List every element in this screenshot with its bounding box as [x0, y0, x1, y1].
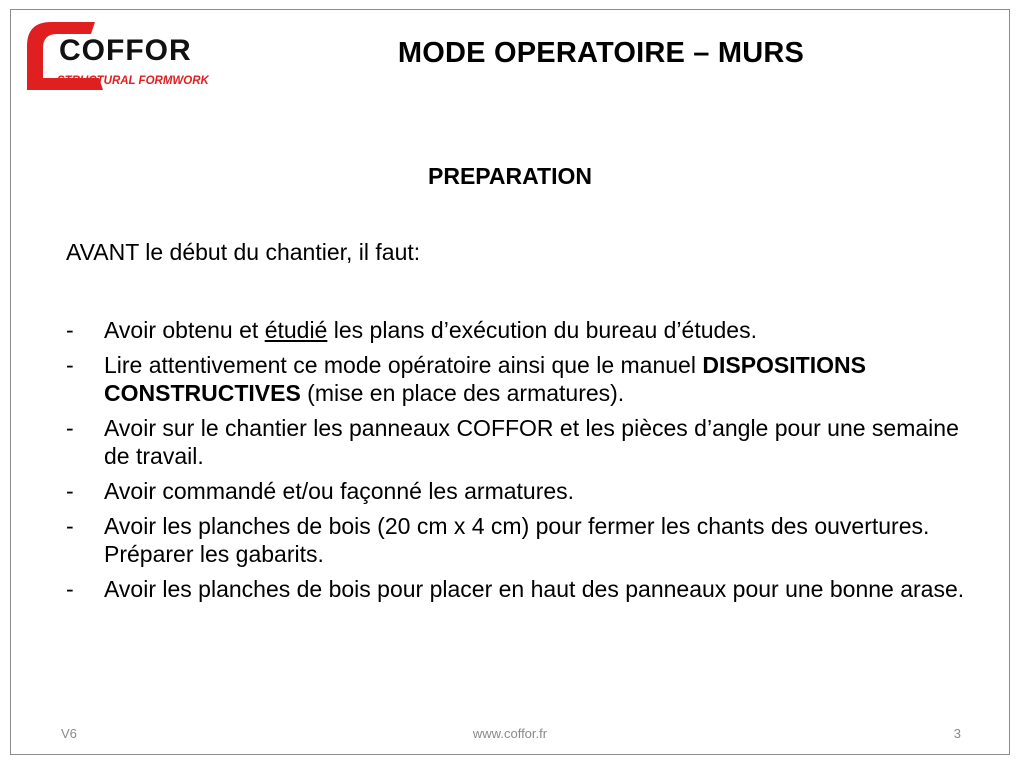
- bullet-dash: -: [66, 576, 74, 602]
- logo-brand-text: COFFOR: [59, 34, 192, 67]
- bullet-dash: -: [66, 317, 74, 343]
- bullet-dash: -: [66, 513, 74, 539]
- coffor-logo: [27, 22, 233, 90]
- item-text-underlined: étudié: [264, 317, 328, 343]
- logo-tagline-text: STRUCTURAL FORMWORK: [57, 75, 209, 87]
- footer-page-number: 3: [953, 726, 961, 741]
- footer-version: V6: [61, 726, 77, 741]
- section-subtitle: PREPARATION: [428, 163, 592, 189]
- item-text: Lire attentivement ce mode opératoire ainsi que le manuel: [104, 352, 703, 378]
- list-item: [66, 512, 986, 568]
- item-text-bold: DISPOSITIONS CONSTRUCTIVES: [104, 352, 866, 406]
- item-text: (mise en place des armatures).: [300, 380, 625, 406]
- footer-website: www.coffor.fr: [472, 726, 548, 741]
- list-item: [66, 414, 986, 470]
- item-text: Avoir les planches de bois pour placer en haut des panneaux pour une bonne arase.: [104, 576, 965, 602]
- list-item: [66, 316, 986, 344]
- coffor-logo-graphic: [27, 22, 233, 90]
- item-text: Avoir commandé et/ou façonné les armatures.: [104, 478, 575, 504]
- list-item: [66, 575, 986, 603]
- bullet-dash: -: [66, 478, 74, 504]
- item-text: Avoir sur le chantier les panneaux COFFOR et les pièces d’angle pour une semaine de travail.: [104, 415, 959, 469]
- intro-text: AVANT le début du chantier, il faut:: [66, 239, 421, 265]
- item-text: Avoir les planches de bois (20 cm x 4 cm) pour fermer les chants des ouvertures. Préparer les gabarits.: [104, 513, 930, 567]
- page-title: MODE OPERATOIRE – MURS: [397, 37, 805, 69]
- bullet-dash: -: [66, 415, 74, 441]
- list-item: [66, 351, 986, 407]
- bullet-dash: -: [66, 352, 74, 378]
- requirements-list: [66, 316, 986, 610]
- item-text: les plans d’exécution du bureau d’études.: [327, 317, 757, 343]
- item-text: Avoir obtenu et: [104, 317, 265, 343]
- list-item: [66, 477, 986, 505]
- slide: [10, 9, 1010, 755]
